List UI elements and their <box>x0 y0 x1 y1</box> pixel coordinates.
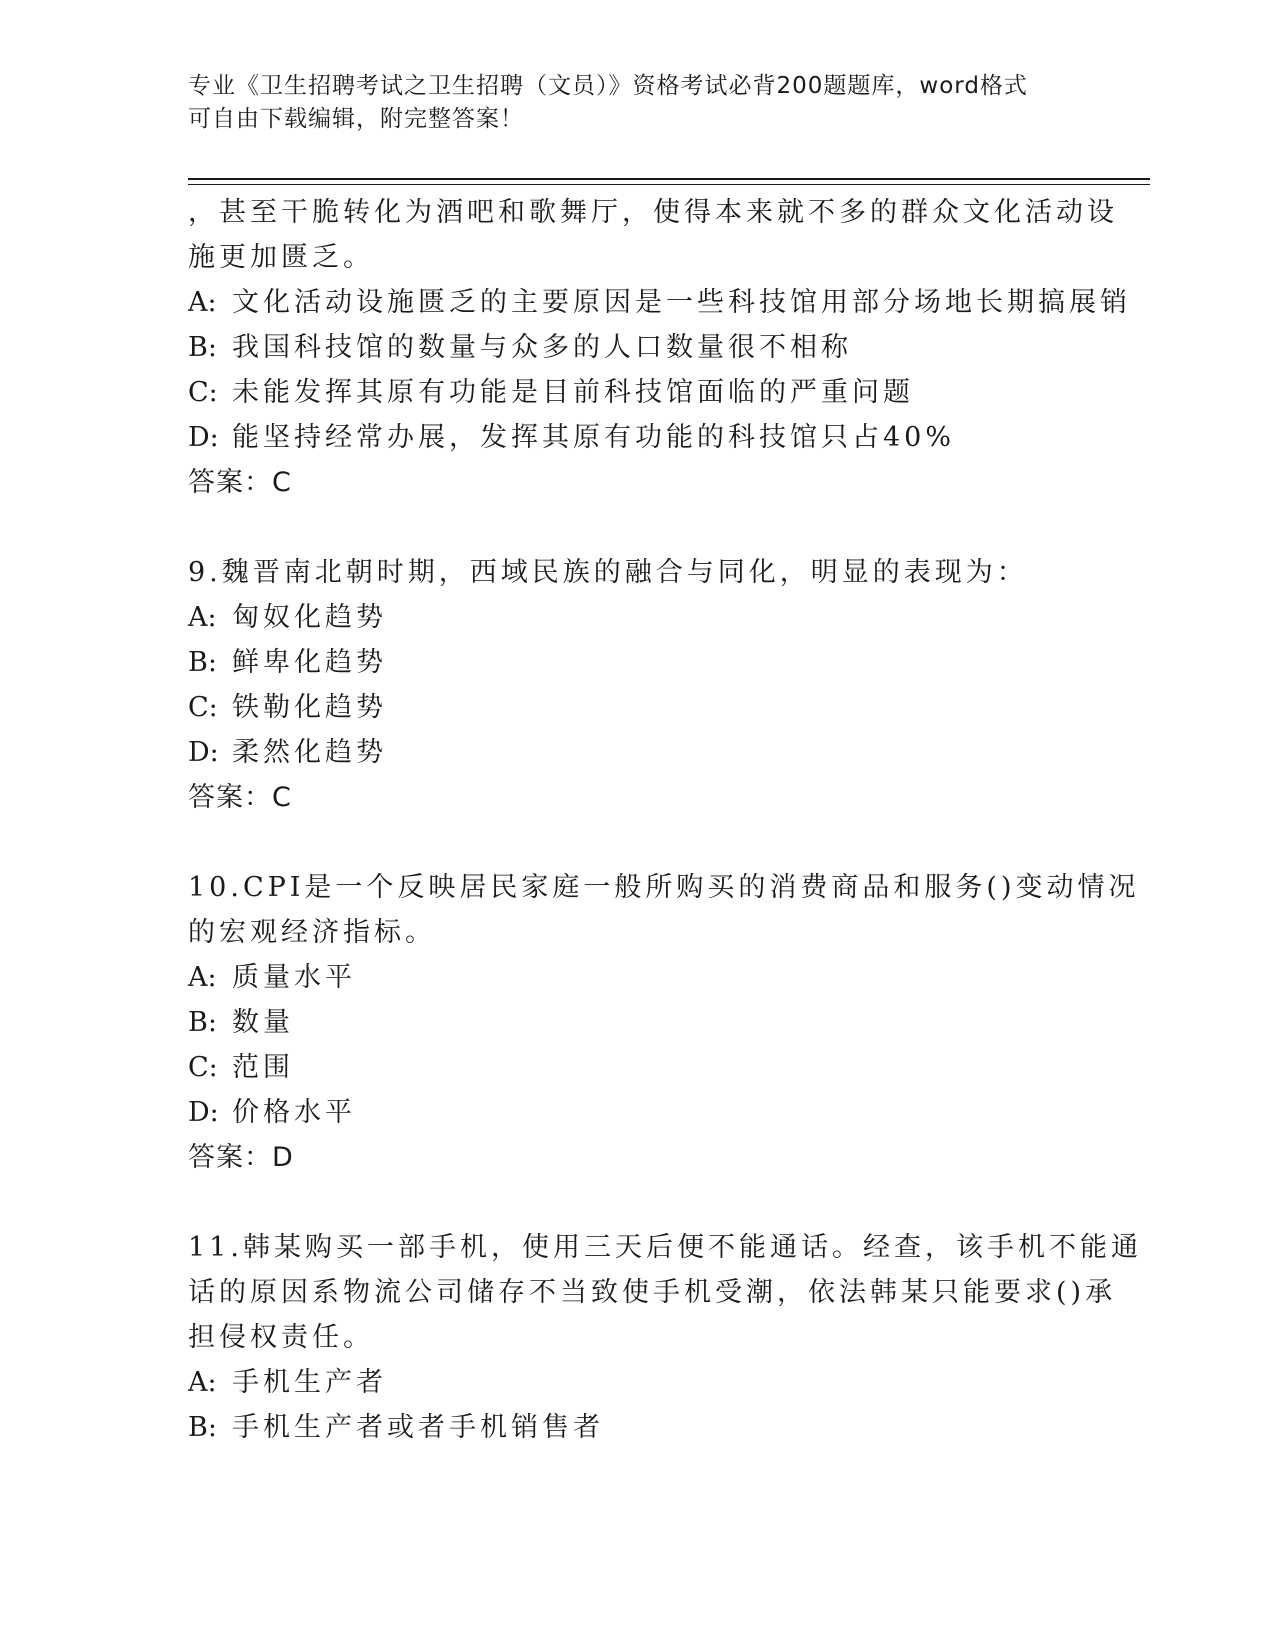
option-letter: C: <box>188 692 218 723</box>
option-letter: A: <box>188 602 217 633</box>
question-stem-line: 的宏观经济指标。 <box>188 917 436 948</box>
option-letter: B: <box>188 1412 217 1443</box>
option-text: 匈奴化趋势 <box>232 602 387 633</box>
option-d <box>188 730 1088 775</box>
option-c <box>188 685 1088 730</box>
header-rule-thick <box>188 178 1150 180</box>
option-letter: C: <box>188 1052 218 1083</box>
question-stem-line: 话的原因系物流公司储存不当致使手机受潮，依法韩某只能要求()承 <box>188 1277 1117 1308</box>
option-b <box>188 1405 1088 1450</box>
question-stem-line: ，甚至干脆转化为酒吧和歌舞厅，使得本来就不多的群众文化活动设 <box>188 197 1118 228</box>
question-10 <box>188 865 1140 1180</box>
option-letter: A: <box>188 1367 217 1398</box>
option-b <box>188 1000 1088 1045</box>
header-title-line-1: 专业《卫生招聘考试之卫生招聘（文员）》资格考试必背200题题库，word格式 <box>188 73 1028 99</box>
option-text: 手机生产者 <box>232 1367 387 1398</box>
header-title-line-2: 可自由下载编辑，附完整答案！ <box>188 106 524 132</box>
option-text: 手机生产者或者手机销售者 <box>232 1412 604 1443</box>
option-letter: D: <box>188 737 219 768</box>
document-body <box>188 190 1142 1450</box>
option-letter: C: <box>188 377 218 408</box>
option-text: 范围 <box>232 1052 294 1083</box>
header-rule-thin <box>188 184 1150 185</box>
question-stem-line: 施更加匮乏。 <box>188 242 374 273</box>
option-a <box>188 955 1088 1000</box>
question-stem-line: 11.韩某购买一部手机，使用三天后便不能通话。经查，该手机不能通 <box>188 1232 1142 1263</box>
option-b <box>188 640 1088 685</box>
option-letter: B: <box>188 647 217 678</box>
question-stem-line: 担侵权责任。 <box>188 1322 374 1353</box>
option-letter: A: <box>188 287 217 318</box>
option-letter: D: <box>188 1097 219 1128</box>
answer-line: 答案：C <box>188 782 292 813</box>
option-a <box>188 280 1131 325</box>
question-9 <box>188 550 1088 820</box>
option-text: 柔然化趋势 <box>232 737 387 768</box>
option-letter: A: <box>188 962 217 993</box>
answer-line: 答案：C <box>188 467 292 498</box>
option-text: 数量 <box>232 1007 294 1038</box>
option-text: 铁勒化趋势 <box>232 692 387 723</box>
option-letter: B: <box>188 332 217 363</box>
option-text: 未能发挥其原有功能是目前科技馆面临的严重问题 <box>232 377 914 408</box>
option-text: 鲜卑化趋势 <box>232 647 387 678</box>
option-a <box>188 595 1088 640</box>
option-d <box>188 1090 1088 1135</box>
option-d <box>188 415 1088 460</box>
option-text: 价格水平 <box>232 1097 356 1128</box>
question-8 <box>188 190 1131 505</box>
question-stem-line: 9.魏晋南北朝时期，西域民族的融合与同化，明显的表现为： <box>188 557 1028 588</box>
option-c <box>188 1045 1088 1090</box>
question-stem-line: 10.CPI是一个反映居民家庭一般所购买的消费商品和服务()变动情况 <box>188 872 1140 903</box>
option-text: 质量水平 <box>232 962 356 993</box>
answer-line: 答案：D <box>188 1142 294 1173</box>
option-a <box>188 1360 1088 1405</box>
option-text: 我国科技馆的数量与众多的人口数量很不相称 <box>232 332 852 363</box>
option-letter: D: <box>188 422 219 453</box>
option-text: 能坚持经常办展，发挥其原有功能的科技馆只占40% <box>232 422 956 453</box>
question-11 <box>188 1225 1142 1450</box>
option-letter: B: <box>188 1007 217 1038</box>
document-header <box>188 70 1088 136</box>
option-text: 文化活动设施匮乏的主要原因是一些科技馆用部分场地长期搞展销 <box>232 287 1131 318</box>
option-c <box>188 370 1088 415</box>
option-b <box>188 325 1088 370</box>
